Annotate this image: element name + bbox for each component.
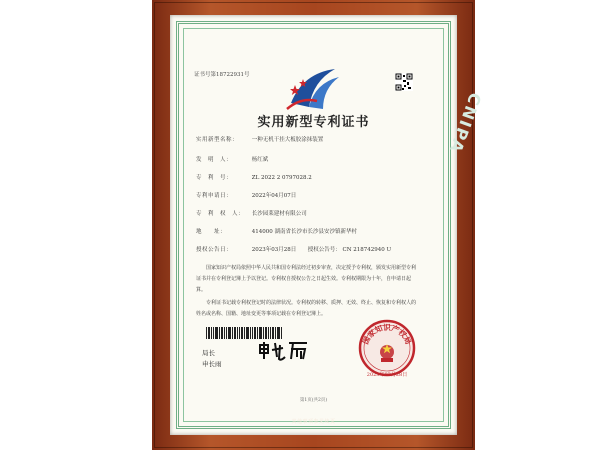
field-label: 地 址：: [196, 229, 227, 235]
field-value: 2022年04月07日: [251, 193, 297, 199]
field-value: ZL 2022 2 0797028.2: [251, 175, 312, 181]
field-inventor: [196, 155, 268, 163]
field-label: 专 利 号：: [196, 175, 233, 181]
field-label: 专利申请日：: [196, 193, 233, 199]
field-patentee: [196, 209, 307, 217]
field-address: [196, 227, 357, 235]
field-label: 发 明 人：: [196, 157, 233, 163]
official-seal-icon: [357, 318, 417, 378]
signature-block: [202, 348, 222, 370]
field-label: 授权公告号：: [307, 247, 341, 253]
body-paragraph: 国家知识产权局依照中华人民共和国专利法经过初步审查，决定授予专利权，颁发实用新型专利证书并在专利登记簿上予以登记。专利权自授权公告之日起生效。专利权期限为十年，自申请日起算。: [196, 265, 417, 293]
certificate-paper: [170, 15, 486, 435]
qr-code-icon: [395, 73, 413, 91]
certificate-number: 证书号第18722931号: [194, 72, 250, 78]
field-value: 杨红斌: [251, 157, 269, 163]
field-value: 414000 湖南省长沙市长沙县安沙镇新华村: [251, 229, 357, 235]
handwritten-signature: [255, 337, 311, 363]
field-value: 一种无机干挂大板胶涂抹装置: [251, 137, 324, 143]
signature-role-name: 申长雨: [202, 360, 222, 368]
watermark-text: CNIPA: [445, 90, 486, 157]
field-application-date: [196, 191, 296, 199]
field-value: 长沙园莱建材有限公司: [251, 211, 307, 217]
footer-note: 其他事项参见续页: [291, 419, 336, 425]
seal-date: 2023年03月28日: [366, 372, 408, 378]
field-label: 授权公告日：: [196, 247, 233, 253]
signature-role-director: 局长: [202, 349, 215, 357]
field-grant-date: [196, 245, 391, 253]
field-value: CN 218742940 U: [342, 247, 392, 253]
cnipa-logo-icon: [283, 63, 343, 115]
field-label: 专 利 权 人：: [196, 211, 245, 217]
page-number: 第1页(共2页): [299, 398, 328, 403]
field-value: 2023年03月28日: [251, 247, 297, 253]
field-patent-number: [196, 173, 312, 181]
picture-frame: [152, 0, 486, 450]
field-utility-name: [196, 135, 323, 143]
field-label: 实用新型名称：: [196, 137, 239, 143]
certificate-title: 实用新型专利证书: [257, 115, 370, 130]
svg-text:国家知识产权局: 国家知识产权局: [360, 323, 414, 346]
body-paragraph: 专利证书记载专利权登记时的法律状况。专利权的转移、质押、无效、终止、恢复和专利权人的姓名或名称、国籍、地址变更等事项记载在专利登记簿上。: [196, 300, 417, 317]
